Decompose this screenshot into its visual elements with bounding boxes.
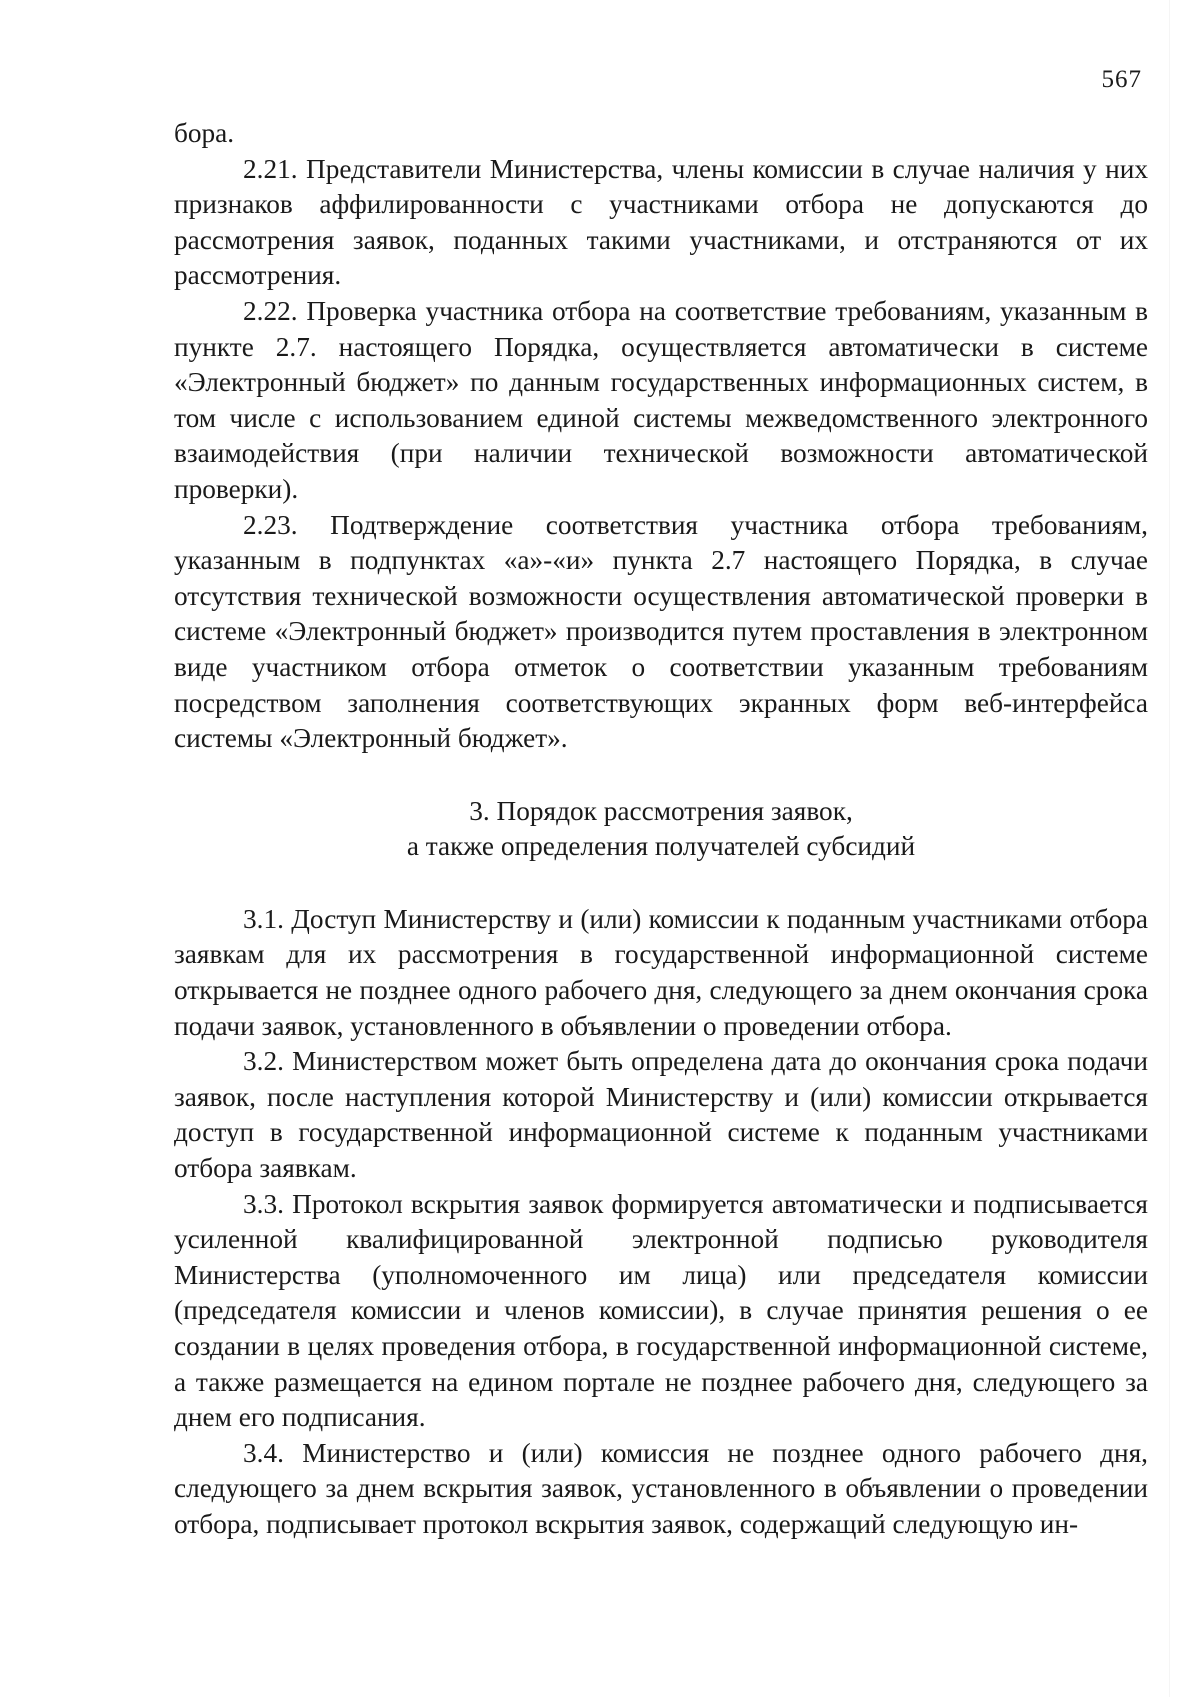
section-heading-line-2: а также определения получателей субсидий bbox=[406, 831, 916, 862]
paragraph-2-22: 2.22. Проверка участника отбора на соответствие требованиям, указанным в пункте 2.7. настоящего Порядка, осуществляется автоматически в системе «Электронный бюджет» по данным государственных информационных систем, в том числе с использованием единой системы межведомственного электронного взаимодействия (при наличии технической возможности автоматической проверки). bbox=[174, 295, 1148, 504]
paragraph-continuation: бора. bbox=[174, 118, 235, 148]
document-body bbox=[174, 116, 1148, 1543]
page-number: 567 bbox=[1101, 66, 1142, 93]
section-heading bbox=[174, 794, 1148, 865]
paragraph-2-23: 2.23. Подтверждение соответствия участника отбора требованиям, указанным в подпунктах «а»-«и» пункта 2.7 настоящего Порядка, в случае отсутствия технической возможности осуществления автоматической проверки в системе «Электронный бюджет» производится путем проставления в электронном виде участником отбора отметок о соответствии указанным требованиям посредством заполнения соответствующих экранных форм веб-интерфейса системы «Электронный бюджет». bbox=[174, 509, 1148, 754]
paragraph-3-3: 3.3. Протокол вскрытия заявок формируется автоматически и подписывается усиленной квалифицированной электронной подписью руководителя Министерства (уполномоченного им лица) или председателя комиссии (председателя комиссии и членов комиссии), в случае принятия решения о ее создании в целях проведения отбора, в государственной информационной системе, а также размещается на едином портале не позднее рабочего дня, следующего за днем его подписания. bbox=[174, 1188, 1148, 1433]
section-heading-line-1: 3. Порядок рассмотрения заявок, bbox=[469, 795, 853, 826]
paragraph-3-1: 3.1. Доступ Министерству и (или) комиссии к поданным участниками отбора заявкам для их рассмотрения в государственной информационной системе открывается не позднее одного рабочего дня, следующего за днем окончания срока подачи заявок, установленного в объявлении о проведении отбора. bbox=[174, 903, 1148, 1041]
paragraph-3-2: 3.2. Министерством может быть определена дата до окончания срока подачи заявок, после наступления которой Министерству и (или) комиссии открывается доступ в государственной информационной системе к поданным участниками отбора заявкам. bbox=[174, 1046, 1148, 1184]
paragraph-3-4: 3.4. Министерство и (или) комиссия не позднее одного рабочего дня, следующего за днем вскрытия заявок, установленного в объявлении о проведении отбора, подписывает протокол вскрытия заявок, содержащий следующую ин- bbox=[174, 1437, 1148, 1539]
page-edge bbox=[1169, 0, 1170, 1697]
paragraph-2-21: 2.21. Представители Министерства, члены комиссии в случае наличия у них признаков аффилированности с участниками отбора не допускаются до рассмотрения заявок, поданных такими участниками, и отстраняются от их рассмотрения. bbox=[174, 153, 1148, 291]
